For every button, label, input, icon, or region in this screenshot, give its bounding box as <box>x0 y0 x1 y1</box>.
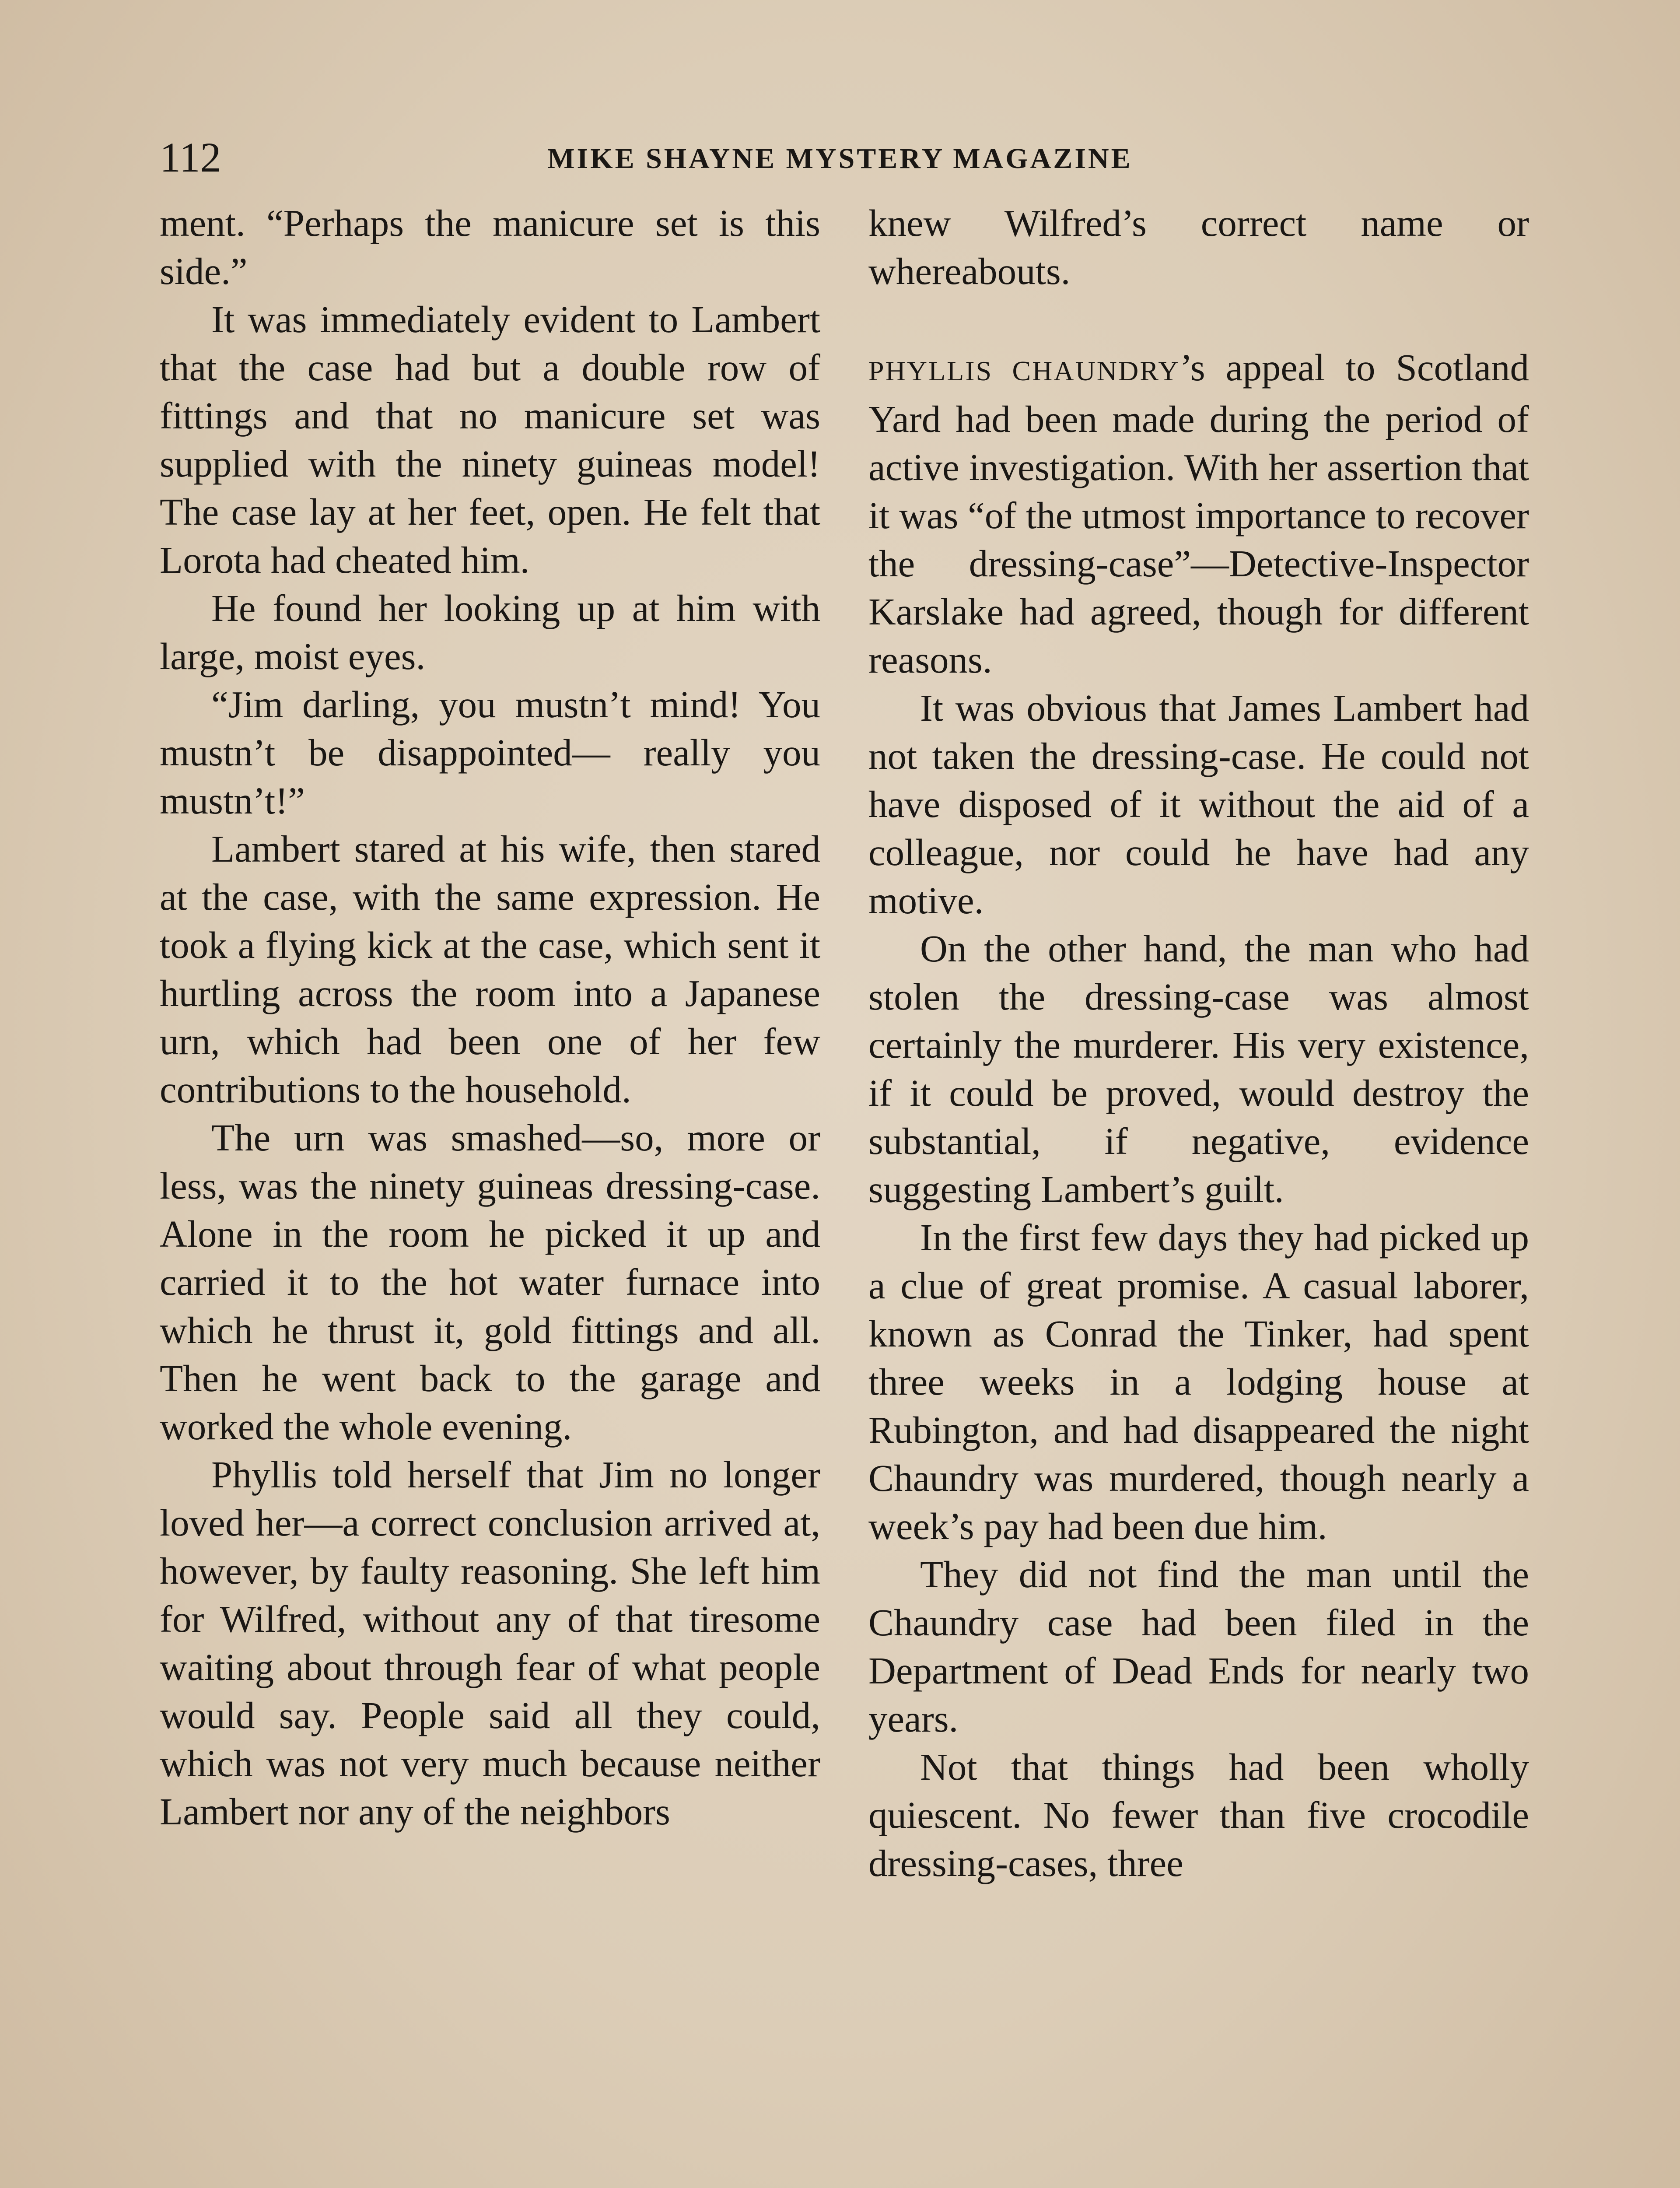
paragraph: knew Wilfred’s correct name or whereabouts. <box>868 202 1529 292</box>
section-lead-paragraph <box>868 344 1529 684</box>
running-header <box>160 131 1520 184</box>
paragraph: “Jim darling, you mustn’t mind! You mustn’t be disappointed— really you mustn’t!” <box>160 683 820 822</box>
paragraph: Not that things had been wholly quiescent. No fewer than five crocodile dressing-cases, three <box>868 1746 1529 1884</box>
section-break <box>868 295 1529 344</box>
paragraph: Phyllis told herself that Jim no longer loved her—a correct conclusion arrived at, however, by faulty reasoning. She left him for Wilfred, without any of that tiresome waiting about through fear of what people would say. People said all they could, which was not very much because neither Lambert nor any of the neighbors <box>160 1453 820 1833</box>
paragraph: Lambert stared at his wife, then stared at the case, with the same expression. He took a flying kick at the case, which sent it hurtling across the room into a Japanese urn, which had been one of her few contributions to the household. <box>160 828 820 1111</box>
magazine-title: MIKE SHAYNE MYSTERY MAGAZINE <box>547 143 1133 175</box>
paragraph: They did not find the man until the Chaundry case had been filed in the Department of Dead Ends for nearly two years. <box>868 1553 1529 1740</box>
paragraph: The urn was smashed—so, more or less, was the ninety guineas dressing-case. Alone in the room he picked it up and carried it to the hot water furnace into which he thrust it, gold fittings and all. Then he went back to the garage and worked the whole evening. <box>160 1116 820 1448</box>
paragraph: It was immediately evident to Lambert that the case had but a double row of fittings and that no manicure set was supplied with the ninety guineas model! The case lay at her feet, open. He felt that Lorota had cheated him. <box>160 298 820 581</box>
paragraph: On the other hand, the man who had stolen the dressing-case was almost certainly the murderer. His very existence, if it could be proved, would destroy the substantial, if negative, evidence suggesting Lambert’s guilt. <box>868 927 1529 1210</box>
paragraph: In the first few days they had picked up a clue of great promise. A casual laborer, known as Conrad the Tinker, had spent three weeks in a lodging house at Rubington, and had disappeared the night Chaundry was murdered, though nearly a week’s pay had been due him. <box>868 1216 1529 1547</box>
right-column <box>868 199 1529 1887</box>
paragraph: ment. “Perhaps the manicure set is this side.” <box>160 202 820 292</box>
section-lead-text: ’s appeal to Scotland Yard had been made during the period of active investigation. With her assertion that it was “of the utmost importance to recover the dressing-case”—Detective-Inspector Karslake had agreed, though for different reasons. <box>868 346 1529 681</box>
page-number: 112 <box>160 134 221 181</box>
left-column <box>160 199 820 1836</box>
paragraph: He found her looking up at him with large, moist eyes. <box>160 587 820 677</box>
paragraph: It was obvious that James Lambert had not taken the dressing-case. He could not have disposed of it without the aid of a colleague, nor could he have had any motive. <box>868 687 1529 922</box>
section-lead-smallcaps: PHYLLIS CHAUNDRY <box>868 355 1180 386</box>
